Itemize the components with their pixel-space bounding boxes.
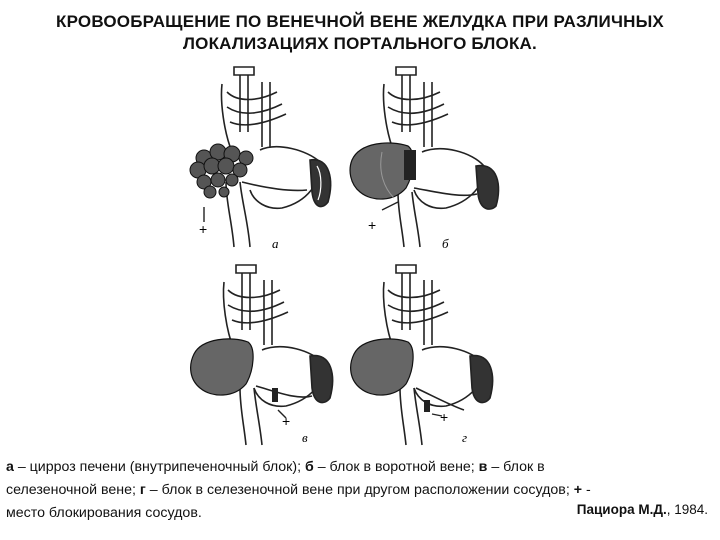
caption-text-line2: селезеночной вене; xyxy=(6,482,140,498)
panel-b-label: б xyxy=(442,236,449,251)
panel-v-marker: + xyxy=(282,413,291,429)
caption-key-a: а xyxy=(6,459,14,475)
caption-text-a: – цирроз печени (внутрипеченочный блок); xyxy=(13,459,305,475)
panel-b-drawing xyxy=(342,62,517,252)
panel-g-drawing xyxy=(342,260,517,450)
caption-key-v: в xyxy=(478,459,488,475)
panel-v-drawing xyxy=(182,260,357,450)
caption-key-b: б xyxy=(304,459,314,475)
caption-line-1 xyxy=(6,456,714,479)
caption-key-g: г xyxy=(139,482,146,498)
panel-v xyxy=(182,260,357,450)
author-name: Пациора М.Д. xyxy=(576,502,667,517)
caption-dash: - xyxy=(582,482,591,498)
panel-a xyxy=(182,62,357,252)
caption-plus: + xyxy=(573,482,583,498)
title-line-1: КРОВООБРАЩЕНИЕ ПО ВЕНЕЧНОЙ ВЕНЕ ЖЕЛУДКА ПРИ РАЗЛИЧНЫХ xyxy=(56,12,664,31)
panel-b-marker: + xyxy=(368,217,377,233)
panel-a-label: а xyxy=(272,236,279,251)
title-line-2: ЛОКАЛИЗАЦИЯХ ПОРТАЛЬНОГО БЛОКА. xyxy=(183,34,537,53)
author-citation xyxy=(577,502,708,517)
caption-line-2 xyxy=(6,479,714,502)
caption-text-v: – блок в xyxy=(487,459,545,475)
caption-text-line3: место блокирования сосудов. xyxy=(6,505,202,521)
panel-a-marker: + xyxy=(199,221,208,237)
caption-text-b: – блок в воротной вене; xyxy=(313,459,479,475)
author-year: , 1984. xyxy=(666,502,708,517)
panel-v-label: в xyxy=(302,430,308,445)
panel-g-marker: + xyxy=(440,409,449,425)
panel-g-label: г xyxy=(462,430,468,445)
panel-g xyxy=(342,260,517,450)
panel-a-drawing xyxy=(182,62,357,252)
caption-text-g: – блок в селезеночной вене при другом расположении сосудов; xyxy=(145,482,574,498)
panel-b xyxy=(342,62,517,252)
